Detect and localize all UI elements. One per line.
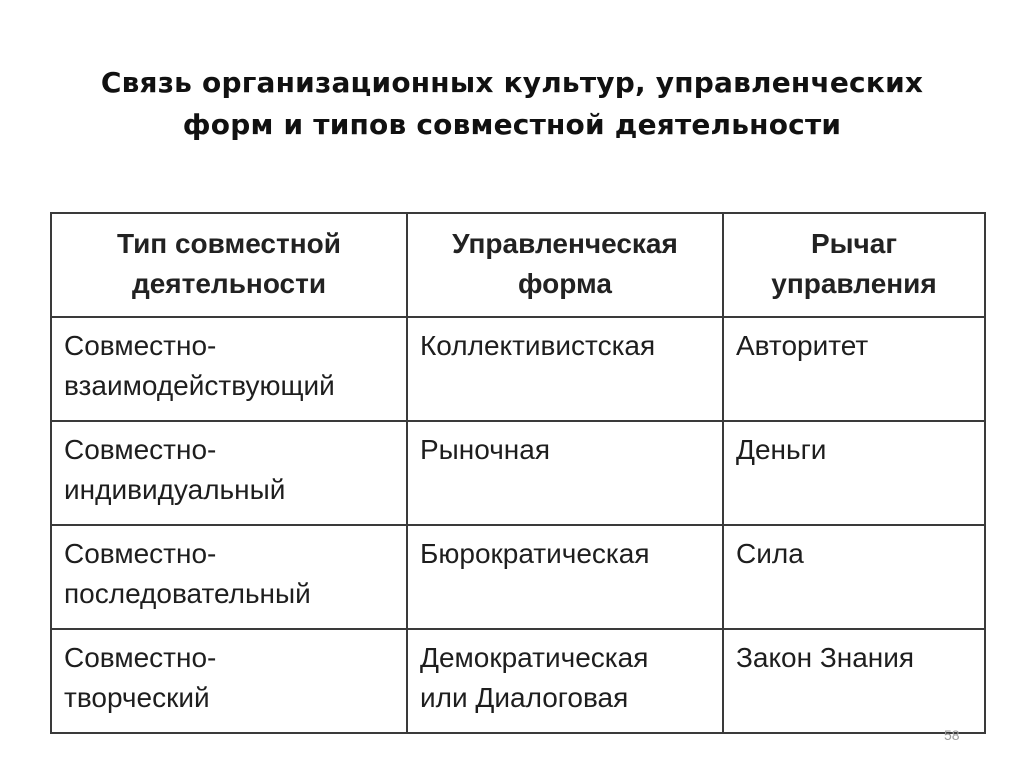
header-text: Рычаг <box>810 228 898 259</box>
header-activity-type <box>51 213 407 317</box>
slide-title-line-2: форм и типов совместной деятельности <box>182 108 842 141</box>
slide-title-line-1: Связь организационных культур, управленческих <box>100 66 924 99</box>
cell-text: Совместно- <box>64 538 217 569</box>
header-management-form <box>407 213 723 317</box>
cell-management-form <box>407 317 723 421</box>
header-text: деятельности <box>131 268 327 299</box>
header-text: управления <box>771 268 937 299</box>
culture-management-table <box>50 212 986 734</box>
cell-text: Совместно- <box>64 330 217 361</box>
cell-text: Рыночная <box>420 434 551 465</box>
cell-activity-type <box>51 421 407 525</box>
cell-text: Авторитет <box>736 330 869 361</box>
cell-control-lever <box>723 317 985 421</box>
cell-management-form <box>407 525 723 629</box>
slide-title <box>0 62 1024 146</box>
cell-activity-type <box>51 525 407 629</box>
table-row <box>51 525 985 629</box>
cell-activity-type <box>51 317 407 421</box>
cell-text: Бюрократическая <box>420 538 650 569</box>
cell-text: или Диалоговая <box>420 682 629 713</box>
cell-text: Демократическая <box>420 642 649 673</box>
header-control-lever <box>723 213 985 317</box>
header-text: Тип совместной <box>117 228 341 259</box>
cell-text: последовательный <box>64 578 311 609</box>
table-row <box>51 317 985 421</box>
cell-text: Совместно- <box>64 434 217 465</box>
cell-management-form <box>407 629 723 733</box>
cell-text: Коллективистская <box>420 330 656 361</box>
table-row <box>51 629 985 733</box>
cell-activity-type <box>51 629 407 733</box>
page-number: 58 <box>944 727 960 743</box>
cell-text: Сила <box>736 538 804 569</box>
cell-text: творческий <box>64 682 210 713</box>
cell-control-lever <box>723 421 985 525</box>
cell-control-lever <box>723 629 985 733</box>
table-row <box>51 421 985 525</box>
cell-text: Совместно- <box>64 642 217 673</box>
header-text: форма <box>518 268 612 299</box>
cell-text: взаимодействующий <box>64 370 335 401</box>
table-header-row <box>51 213 985 317</box>
cell-text: Закон Знания <box>736 642 915 673</box>
header-text: Управленческая <box>452 228 678 259</box>
cell-control-lever <box>723 525 985 629</box>
cell-text: индивидуальный <box>64 474 286 505</box>
cell-management-form <box>407 421 723 525</box>
cell-text: Деньги <box>736 434 827 465</box>
